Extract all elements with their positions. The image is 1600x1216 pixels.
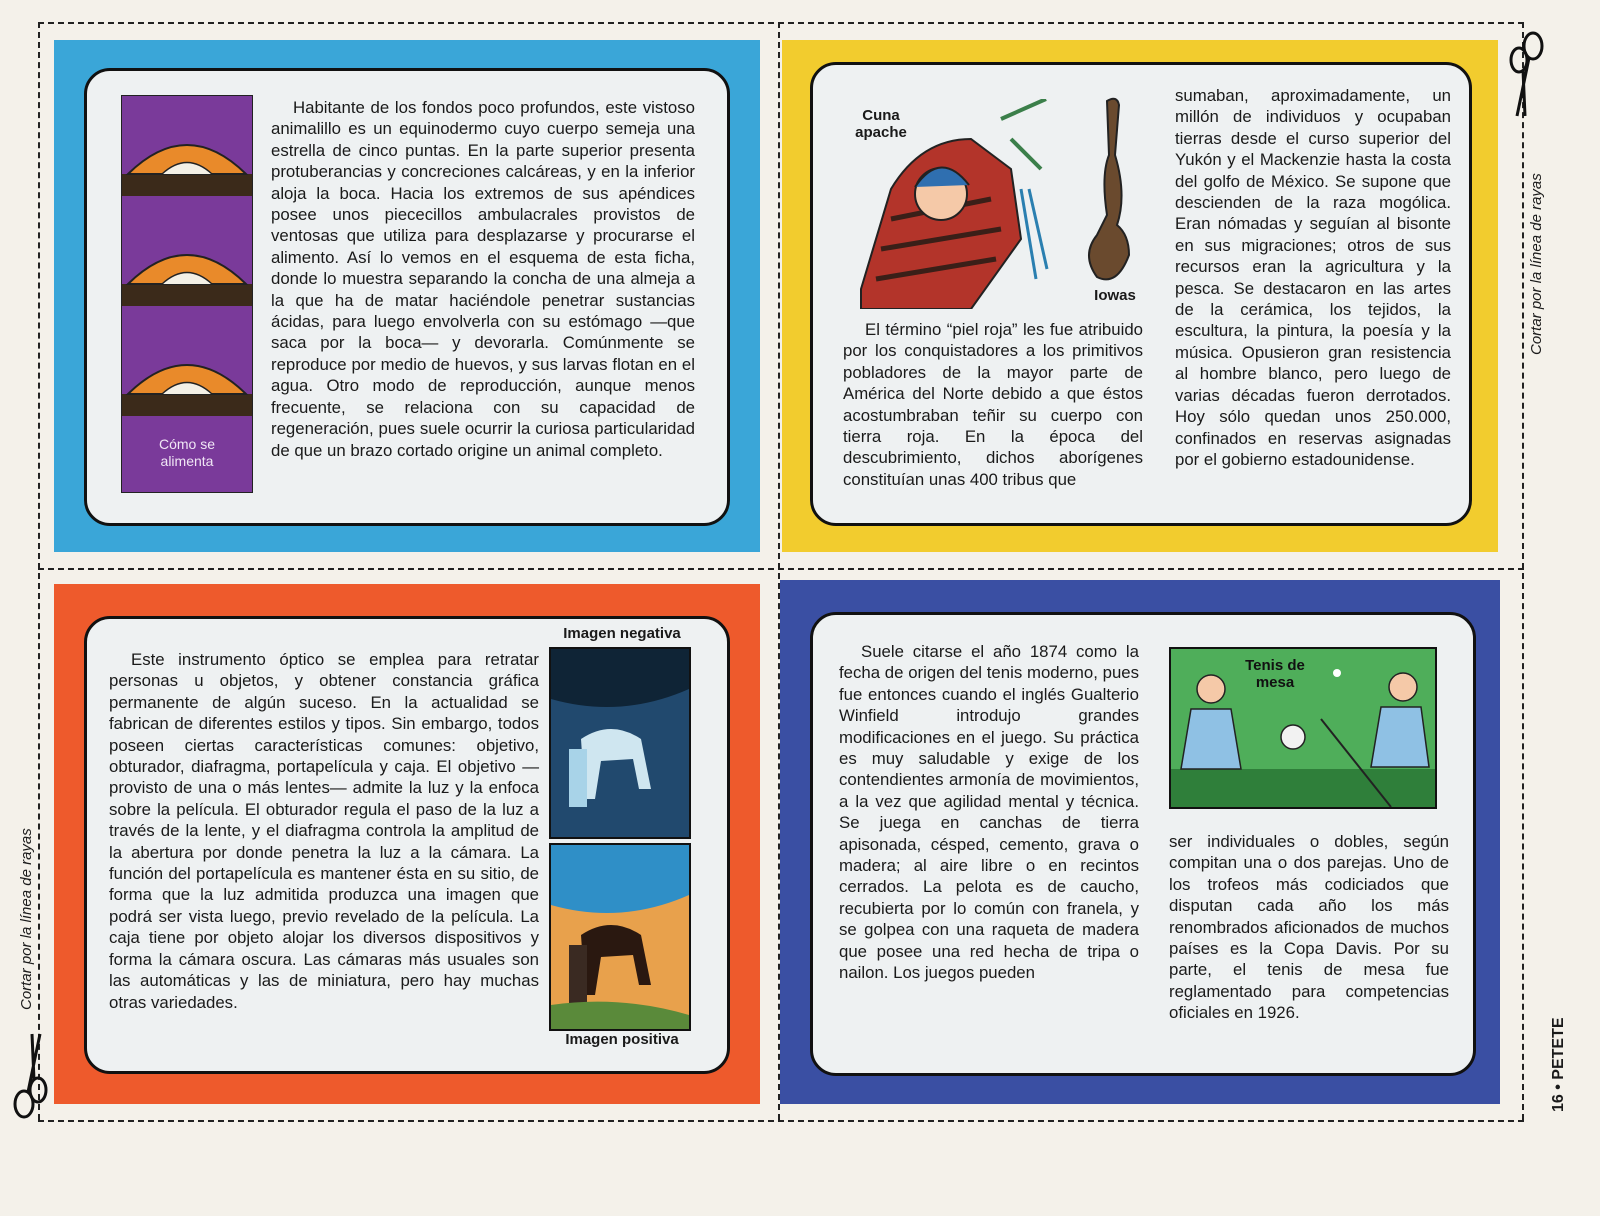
apache-cradle-illustration bbox=[851, 99, 1051, 309]
positive-image-label: Imagen positiva bbox=[565, 1031, 679, 1048]
starfish-caption: Cómo se alimenta bbox=[158, 436, 216, 469]
card-starfish-inner bbox=[84, 68, 730, 526]
redskin-paragraph-right: sumaban, aproximadamente, un millón de individuos y ocupaban tierras desde el curso superior del Yukón y el Mackenzie hasta la costa del golfo de México. Se supone que descienden de la raza mogólica. Eran nómadas y seguían al bisonte en sus migraciones; otros de sus recursos eran la agricultura y la pesca. Se destacaron en las artes de la cerámica, los tejidos, la escultura, la pintura, la poesía y la música. Opusieron gran resistencia al hombre blanco, pero luego de varias décadas fueron derrotados. Hoy sólo quedan unos 250.000, confinados en reservas asignadas por el gobierno estadounidense. bbox=[1175, 86, 1451, 469]
negative-image-label: Imagen negativa bbox=[563, 625, 681, 642]
cut-line-bottom bbox=[38, 1120, 1524, 1122]
card-redskin-inner bbox=[810, 62, 1472, 526]
cut-line-middle-h bbox=[38, 568, 1524, 570]
card-tennis bbox=[780, 580, 1500, 1104]
cut-line-left bbox=[38, 22, 40, 1120]
scissors-icon bbox=[1505, 30, 1545, 120]
tennis-text-right bbox=[1169, 831, 1449, 1024]
card-camera bbox=[54, 584, 760, 1104]
table-tennis-illustration bbox=[1169, 647, 1437, 809]
tennis-paragraph-right: ser individuales o dobles, según compitan una o dos parejas. Uno de los trofeos más codiciados que disputan cada año los más renombrados aficionados de muchos países es la Copa Davis. Por su parte, el tenis de mesa fue reglamentado para competencias oficiales en 1926. bbox=[1169, 832, 1449, 1023]
card-starfish bbox=[54, 40, 760, 552]
negative-image bbox=[549, 647, 691, 839]
apache-cradle-label: Cuna apache bbox=[855, 107, 907, 141]
redskin-text-right bbox=[1175, 85, 1451, 470]
cut-line-right bbox=[1522, 22, 1524, 1120]
cut-instruction-left: Cortar por la línea de rayas bbox=[18, 828, 35, 1010]
scissors-icon bbox=[10, 1030, 50, 1120]
card-tennis-inner bbox=[810, 612, 1476, 1076]
page-footer: 16 • PETETE bbox=[1550, 1017, 1567, 1112]
camera-paragraph: Este instrumento óptico se emplea para retratar personas u objetos, y obtener constancia gráfica permanente de algún suceso. En la actualidad se fabrican de diferentes estilos y tipos. Sin embargo, todos poseen ciertas características comunes: objetivo, obturador, diafragma, portapelícula y caja. El objetivo —provisto de una o más lentes— admite la luz y la enfoca sobre la película. El obturador regula el paso de la luz a través de la lente, y el diafragma controla la amplitud de la abertura por donde penetra la luz a la cámara. La función del portapelícula es mantener ésta en su sitio, de forma que la luz admitida produzca una imagen que podrá ser vista luego, previo revelado de la película. La caja tiene por objeto alojar los diversos dispositivos y forma la cámara oscura. Las cámaras más usuales son las automáticas y las de miniatura, pero hay muchas otras variedades. bbox=[109, 650, 539, 1012]
cut-line-top bbox=[38, 22, 1524, 24]
iowa-club-illustration bbox=[1067, 95, 1157, 317]
tennis-text-left bbox=[839, 641, 1139, 984]
card-redskin bbox=[782, 40, 1498, 552]
iowas-label: Iowas bbox=[1094, 287, 1136, 304]
positive-image bbox=[549, 843, 691, 1031]
starfish-text bbox=[271, 97, 695, 461]
redskin-text-left bbox=[843, 319, 1143, 490]
tennis-paragraph-left: Suele citarse el año 1874 como la fecha de origen del tenis moderno, pues fue entonces cuando el inglés Gualterio Winfield introdujo grandes modificaciones en el juego. Su práctica es muy saludable y exige de los contendientes armonía de movimientos, a la vez que agilidad mental y técnica. Se juega en canchas de tierra apisonada, césped, cemento, grava o madera; al aire libre o en recintos cerrados. La pelota es de caucho, recubierta por lo común con franela, y se golpea con una raqueta de madera que posee una red hecha de tripa o nailon. Los juegos pueden bbox=[839, 642, 1139, 983]
cut-instruction-right: Cortar por la línea de rayas bbox=[1528, 173, 1545, 355]
starfish-feeding-illustration bbox=[121, 95, 253, 493]
table-tennis-label: Tenis de mesa bbox=[1245, 657, 1305, 691]
card-camera-inner bbox=[84, 616, 730, 1074]
camera-text bbox=[109, 649, 539, 1013]
starfish-paragraph: Habitante de los fondos poco profundos, este vistoso animalillo es un equinodermo cuyo cuerpo semeja una estrella de cinco puntas. En la parte superior presenta protuberancias y concreciones calcáreas, y en la inferior aloja la boca. Hacia los extremos de sus apéndices posee unos piececillos ambulacrales provistos de ventosas que utiliza para desplazarse y procurarse el alimento. Así lo vemos en el esquema de esta ficha, donde lo muestra separando la concha de una almeja a la que ha de matar haciéndole penetrar sustancias ácidas, para luego envolverla con su estómago —que saca por la boca— y devorarla. Comúnmente se reproduce por medio de huevos, y sus larvas flotan en el agua. Otro modo de reproducción, aunque menos frecuente, se relaciona con su capacidad de regeneración, pues suele ocurrir la curiosa particularidad de que un brazo cortado origine un animal completo. bbox=[271, 98, 695, 460]
redskin-paragraph-left: El término “piel roja” les fue atribuido por los conquistadores a los primitivos pobladores de la mayor parte de América del Norte debido a que éstos acostumbraban teñir su cuerpo con tierra roja. En la época del descubrimiento, dichos aborígenes constituían unas 400 tribus que bbox=[843, 320, 1143, 489]
